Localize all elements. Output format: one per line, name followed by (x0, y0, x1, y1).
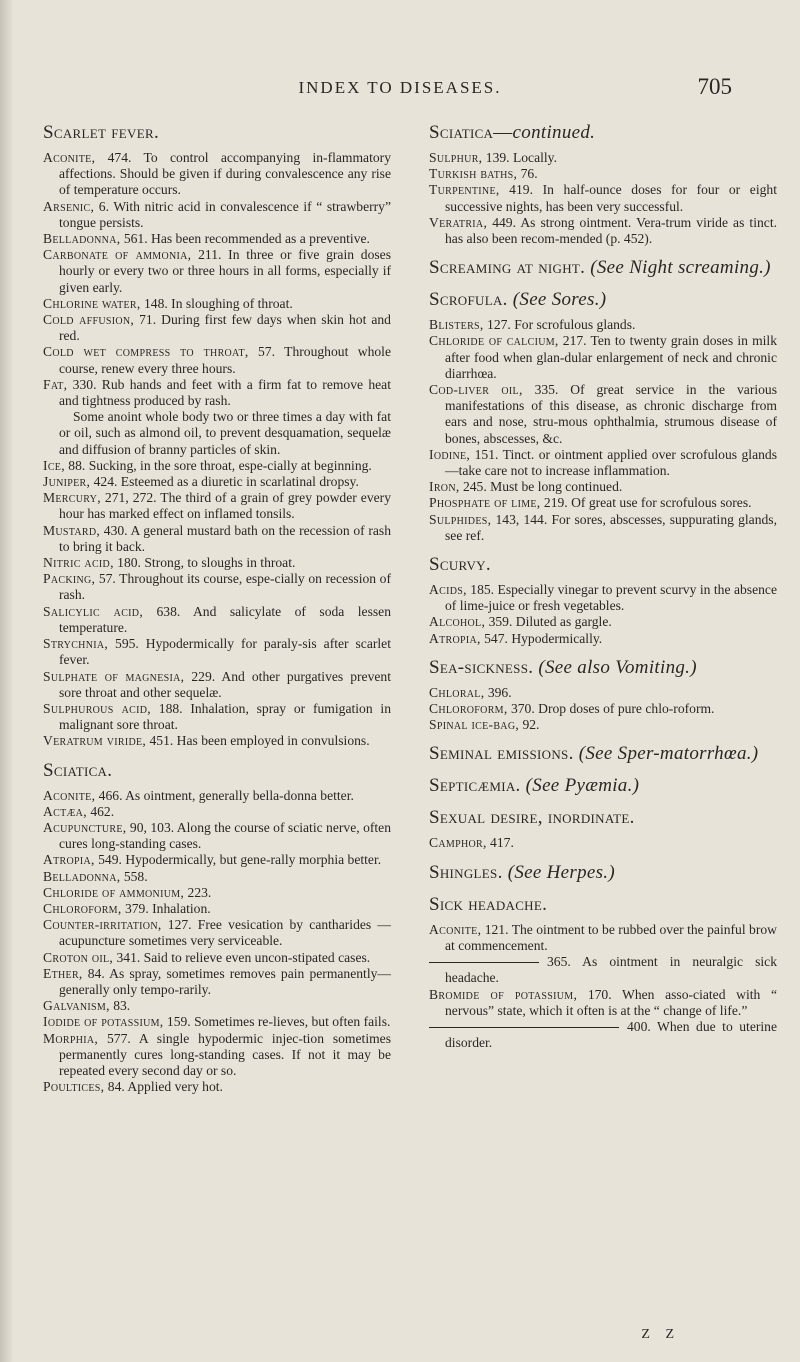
index-entry (43, 1014, 391, 1030)
entry-remedy: Veratria, (429, 214, 488, 230)
entry-remedy: Cod-liver oil, (429, 382, 523, 398)
entry-remedy: Belladonna, (43, 231, 121, 247)
index-section (43, 122, 391, 750)
index-entry (43, 788, 391, 804)
index-entry (429, 685, 777, 701)
entry-text: 148. In sloughing of throat. (140, 295, 293, 311)
entry-remedy: Galvanism, (43, 998, 110, 1014)
entry-remedy: Spinal ice-bag, (429, 717, 520, 733)
entry-text: 417. (486, 835, 514, 851)
section-title-text: Scrofula. (429, 289, 508, 311)
entry-text: 430. A general mustard bath on the recession of rash to bring it back. (59, 522, 391, 554)
index-entry (429, 166, 777, 182)
index-entry (43, 199, 391, 231)
entry-text: 335. Of great service in the various manifestations of this disease, as chronic discharge from ears and nose, stru-mous ophthalmia, strumous disease of bones, abscesses, &c. (445, 382, 778, 446)
entry-remedy: Mustard, (43, 522, 101, 538)
entry-text: 462. (86, 803, 115, 819)
index-section (43, 760, 391, 1096)
entry-remedy: Blisters, (429, 317, 484, 333)
entry-remedy: Fat, (43, 376, 68, 392)
entry-remedy: Iodine, (429, 446, 471, 462)
index-entry (43, 312, 391, 344)
index-entry (43, 1031, 391, 1080)
index-entry (429, 1019, 777, 1051)
index-entry (429, 512, 777, 544)
entry-remedy: Counter-irritation, (43, 917, 162, 933)
page-number: 705 (697, 74, 732, 99)
index-entry (43, 998, 391, 1014)
index-entry (43, 820, 391, 852)
index-entry (429, 382, 777, 447)
index-entry (43, 150, 391, 199)
index-section (429, 289, 777, 544)
entry-remedy: Turpentine, (429, 182, 500, 198)
entry-remedy: Chloride of calcium, (429, 333, 559, 349)
index-entry (429, 215, 777, 247)
index-entry (429, 954, 777, 986)
right-column (429, 118, 777, 1061)
entry-remedy: Salicylic acid, (43, 603, 144, 619)
index-entry (429, 447, 777, 479)
entry-text: 229. And other purgatives prevent sore throat and other sequelæ. (59, 668, 391, 700)
section-title (429, 775, 777, 797)
entry-text: 188. Inhalation, spray or fumigation in malignant sore throat. (59, 700, 391, 733)
index-entry (429, 150, 777, 166)
entry-remedy: Sulphurous acid, (43, 700, 151, 716)
entry-remedy: Aconite, (43, 150, 96, 165)
entry-remedy: Chloroform, (429, 701, 508, 717)
entry-remedy: Sulphate of magnesia, (43, 668, 185, 684)
entry-text: 92. (519, 717, 540, 733)
ditto-dash (429, 962, 539, 963)
entry-text: 127. For scrofulous glands. (483, 317, 636, 333)
entry-remedy: Ether, (43, 965, 83, 981)
index-entry (429, 317, 777, 333)
index-section (429, 894, 777, 1052)
section-title-text: Scarlet fever. (43, 122, 159, 143)
entry-remedy: Mercury, (43, 490, 101, 506)
entry-remedy: Juniper, (43, 474, 91, 490)
entry-remedy: Aconite, (429, 921, 482, 937)
see-reference: (See also Vomiting.) (538, 656, 697, 678)
section-title-text: Seminal emissions. (429, 743, 574, 765)
index-entry (43, 669, 391, 701)
index-entry (43, 409, 391, 458)
section-title (429, 122, 777, 144)
index-entry (43, 490, 391, 522)
index-entry (43, 247, 391, 296)
entry-text: 365. As ointment in neuralgic sick headache. (445, 954, 777, 986)
section-title (429, 862, 777, 884)
ditto-dash (429, 1027, 619, 1028)
entry-remedy: Atropia, (429, 630, 481, 646)
entry-text: 71. During first few days when skin hot and red. (59, 312, 391, 344)
entry-text: 419. In half-ounce doses for four or eight successive nights, has been very successful. (445, 182, 777, 214)
entry-text: 466. As ointment, generally bella-donna better. (95, 787, 354, 803)
index-section (429, 862, 777, 884)
section-title-text: Sick headache. (429, 893, 548, 915)
index-entry (43, 733, 391, 749)
running-head: INDEX TO DISEASES. (298, 78, 502, 97)
entry-remedy: Croton oil, (43, 949, 114, 965)
entry-remedy: Ice, (43, 457, 65, 473)
entry-remedy: Iron, (429, 479, 460, 495)
index-entry (43, 458, 391, 474)
entry-remedy: Sulphides, (429, 511, 492, 527)
index-entry (43, 950, 391, 966)
entry-remedy: Sulphur, (429, 150, 483, 165)
index-section (429, 775, 777, 797)
entry-text: 76. (517, 166, 538, 182)
index-section (429, 807, 777, 851)
entry-text: 180. Strong, to sloughs in throat. (113, 555, 296, 571)
entry-text: 211. In three or five grain doses hourly or every two or three hours in all forms, especially if given early. (59, 247, 391, 295)
index-section (429, 743, 777, 765)
index-section (429, 554, 777, 647)
index-entry (43, 474, 391, 490)
entry-text: 151. Tinct. or ointment applied over scrofulous glands—take care not to increase inflammation. (445, 446, 777, 479)
index-entry (43, 917, 391, 949)
entry-remedy: Turkish baths, (429, 166, 518, 182)
entry-remedy: Acupuncture, (43, 819, 127, 835)
entry-text: 143, 144. For sores, abscesses, suppurating glands, see ref. (445, 511, 777, 543)
entry-text: 90, 103. Along the course of sciatic nerve, often cures long-standing cases. (59, 819, 391, 852)
entry-text: 170. When asso-ciated with “ nervous” state, which it often is at the “ change of life.” (445, 986, 777, 1018)
entry-text: 577. A single hypodermic injec-tion sometimes permanently cures long-standing cases. If not it may be repeated every second day or so. (59, 1030, 391, 1078)
entry-remedy: Veratrum viride, (43, 733, 147, 749)
entry-remedy: Chloroform, (43, 900, 122, 916)
index-entry (43, 869, 391, 885)
section-title (429, 657, 777, 679)
index-entry (429, 333, 777, 382)
section-title-text: Sea-sickness. (429, 656, 534, 678)
index-entry (429, 182, 777, 214)
index-entry (43, 604, 391, 636)
entry-text: 379. Inhalation. (121, 900, 211, 916)
entry-remedy: Alcohol, (429, 614, 486, 630)
entry-text: 474. To control accompanying in-flammatory affections. Should be given if during convalescence any rise of temperature occurs. (59, 150, 391, 198)
entry-text: Some anoint whole body two or three times a day with fat or oil, such as almond oil, to prevent desquamation, sequelæ and diffusion of branny particles of skin. (59, 409, 391, 457)
entry-remedy: Morphia, (43, 1030, 99, 1046)
index-entry (429, 614, 777, 630)
entry-text: 88. Sucking, in the sore throat, espe-cially at beginning. (64, 457, 372, 473)
entry-text: 185. Especially vinegar to prevent scurvy in the absence of lime-juice or fresh vegetables. (445, 582, 777, 614)
see-reference: (See Pyæmia.) (525, 775, 640, 797)
entry-text: 359. Diluted as gargle. (485, 614, 612, 630)
entry-remedy: Packing, (43, 571, 96, 587)
entry-remedy: Aconite, (43, 787, 96, 803)
see-reference: (See Sores.) (512, 289, 607, 311)
see-reference: (See Night screaming.) (590, 257, 771, 279)
index-entry (43, 966, 391, 998)
entry-text: 638. And salicylate of soda lessen temperature. (59, 603, 391, 635)
entry-remedy: Carbonate of ammonia, (43, 247, 192, 263)
entry-text: 6. With nitric acid in convalescence if “ strawberry” tongue persists. (59, 198, 391, 230)
entry-remedy: Poultices, (43, 1079, 105, 1095)
entry-remedy: Acids, (429, 582, 467, 598)
entry-text: 547. Hypodermically. (480, 630, 603, 646)
entry-remedy: Bromide of potassium, (429, 986, 578, 1002)
entry-text: 549. Hypodermically, but gene-rally morphia better. (94, 852, 382, 868)
section-title-text: Shingles. (429, 861, 503, 883)
section-title (43, 760, 391, 782)
section-title (43, 122, 391, 144)
entry-remedy: Phosphate of lime, (429, 495, 541, 511)
index-entry (429, 479, 777, 495)
index-section (429, 657, 777, 734)
entry-text: 219. Of great use for scrofulous sores. (540, 495, 752, 511)
entry-remedy: Nitric acid, (43, 555, 114, 571)
index-entry (429, 922, 777, 954)
entry-text: 341. Said to relieve even uncon-stipated cases. (113, 949, 371, 965)
section-title-continued: continued. (512, 122, 596, 143)
section-title (429, 554, 777, 576)
section-title (429, 257, 777, 279)
entry-remedy: Iodide of potassium, (43, 1014, 164, 1030)
see-reference: (See Sper-matorrhœa.) (578, 743, 759, 765)
index-entry (43, 344, 391, 376)
entry-remedy: Camphor, (429, 835, 487, 851)
section-title-text: Screaming at night. (429, 257, 586, 279)
section-title-text: Sciatica— (429, 122, 513, 143)
entry-remedy: Cold wet compress to throat, (43, 344, 249, 360)
index-entry (43, 377, 391, 409)
entry-text: 84. Applied very hot. (104, 1079, 223, 1095)
signature-mark: Z Z (641, 1327, 680, 1342)
entry-text: 139. Locally. (482, 150, 557, 165)
index-entry (429, 582, 777, 614)
entry-text: 83. (109, 998, 131, 1014)
index-entry (429, 835, 777, 851)
entry-remedy: Chloride of ammonium, (43, 884, 185, 900)
section-title-text: Septicæmia. (429, 775, 521, 797)
entry-text: 127. Free vesication by cantharides — acupuncture sometimes very serviceable. (59, 917, 391, 949)
entry-text: 424. Esteemed as a diuretic in scarlatinal dropsy. (90, 474, 359, 490)
section-title (429, 894, 777, 916)
index-entry (43, 885, 391, 901)
index-entry (43, 636, 391, 668)
index-entry (43, 901, 391, 917)
section-title-text: Sciatica. (43, 759, 113, 781)
entry-text: 84. As spray, sometimes removes pain permanently—generally only tempo-rarily. (59, 965, 391, 997)
section-title-text: Sexual desire, inordinate. (429, 807, 635, 829)
entry-text: 245. Must be long continued. (459, 479, 623, 495)
entry-remedy: Strychnia, (43, 636, 109, 652)
entry-text: 57. Throughout its course, espe-cially on recession of rash. (59, 571, 391, 603)
entry-text: 121. The ointment to be rubbed over the painful brow at commencement. (445, 921, 777, 953)
entry-text: 223. (184, 884, 212, 900)
book-gutter-shadow (0, 0, 14, 1362)
index-entry (43, 1079, 391, 1095)
index-entry (43, 555, 391, 571)
page-header (0, 74, 800, 108)
index-entry (43, 523, 391, 555)
entry-text: 561. Has been recommended as a preventive. (120, 231, 370, 247)
index-entry (429, 717, 777, 733)
index-entry (429, 631, 777, 647)
entry-text: 271, 272. The third of a grain of grey powder every hour has marked effect on inflamed tonsils. (59, 490, 391, 522)
entry-remedy: Actæa, (43, 803, 87, 819)
entry-text: 595. Hypodermically for paraly-sis after scarlet fever. (59, 636, 391, 668)
entry-text: 57. Throughout whole course, renew every three hours. (59, 344, 391, 376)
entry-remedy: Chlorine water, (43, 295, 141, 311)
entry-text: 451. Has been employed in convulsions. (146, 733, 370, 749)
index-entry (429, 495, 777, 511)
entry-text: 370. Drop doses of pure chlo-roform. (507, 701, 715, 717)
index-entry (43, 571, 391, 603)
entry-text: 330. Rub hands and feet with a firm fat to remove heat and tightness produced by rash. (59, 376, 391, 409)
entry-remedy: Cold affusion, (43, 312, 135, 328)
section-title (429, 807, 777, 829)
entry-remedy: Chloral, (429, 684, 485, 700)
section-title-text: Scurvy. (429, 554, 491, 576)
index-entry (429, 987, 777, 1019)
index-entry (43, 804, 391, 820)
entry-text: 558. (120, 868, 148, 884)
left-column (43, 118, 391, 1105)
index-section (429, 122, 777, 247)
index-section (429, 257, 777, 279)
entry-text: 159. Sometimes re-lieves, but often fails. (163, 1014, 391, 1030)
index-entry (43, 701, 391, 733)
entry-remedy: Belladonna, (43, 868, 121, 884)
entry-text: 400. When due to uterine disorder. (445, 1018, 777, 1051)
entry-remedy: Atropia, (43, 852, 95, 868)
index-entry (43, 231, 391, 247)
section-title (429, 743, 777, 765)
entry-text: 449. As strong ointment. Vera-trum viride as tinct. has also been recom-mended (p. 452). (445, 214, 777, 247)
entry-remedy: Arsenic, (43, 198, 95, 214)
index-entry (43, 852, 391, 868)
see-reference: (See Herpes.) (507, 861, 615, 883)
entry-text: 217. Ten to twenty grain doses in milk after food when glan-dular enlargement of neck and chronic diarrhœa. (445, 333, 777, 381)
section-title (429, 289, 777, 311)
entry-text: 396. (484, 684, 512, 700)
index-entry (43, 296, 391, 312)
index-entry (429, 701, 777, 717)
